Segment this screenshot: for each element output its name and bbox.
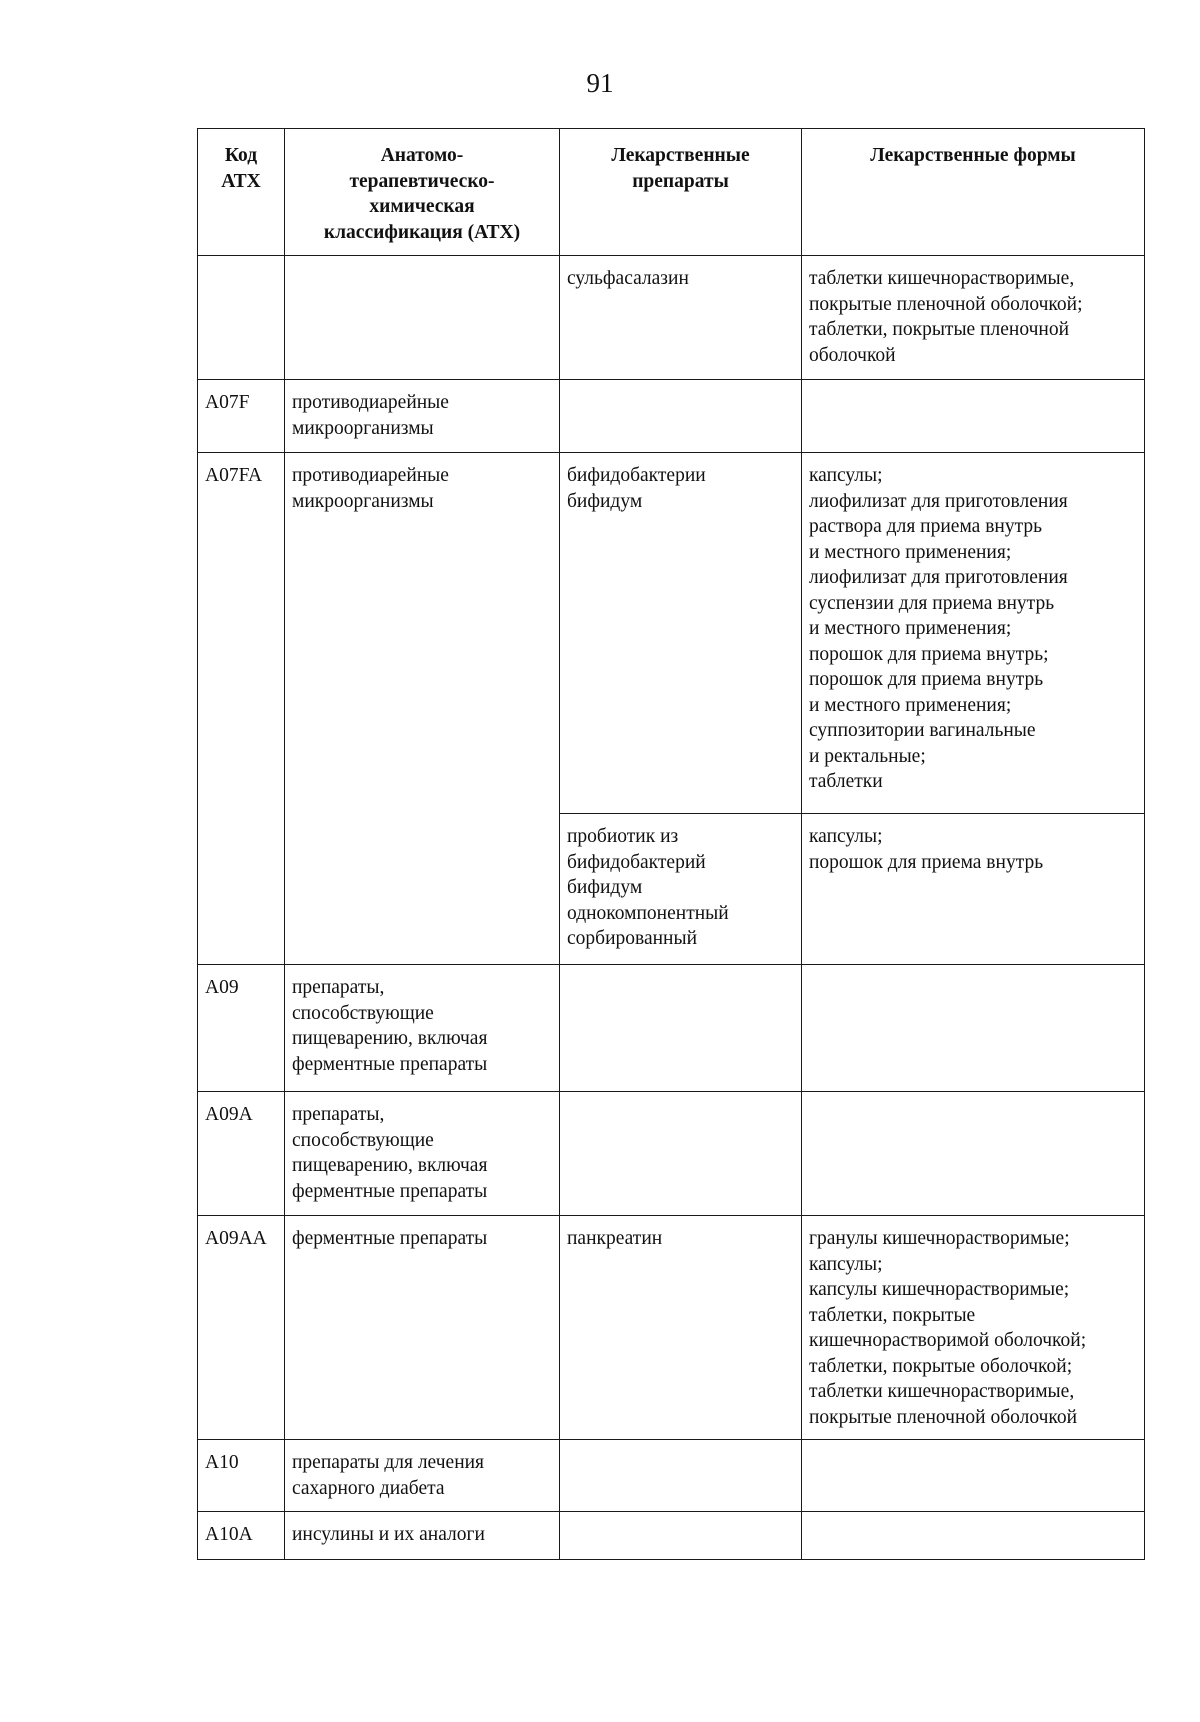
cell-classification: инсулины и их аналоги [285,1512,560,1560]
atc-drug-table [197,128,1145,1560]
header-classification: Анатомо- терапевтическо- химическая классификация (АТХ) [285,129,560,256]
table-row [198,1092,1145,1216]
page-number: 91 [586,68,614,98]
cell-drug: панкреатин [560,1216,802,1440]
table-header-row [198,129,1145,256]
cell-forms [802,965,1145,1092]
cell-forms [802,1512,1145,1560]
cell-forms [802,1092,1145,1216]
table-row [198,965,1145,1092]
cell-drug [560,965,802,1092]
table-row [198,256,1145,380]
table-row [198,1216,1145,1440]
cell-code: A09AA [198,1216,285,1440]
table-row [198,453,1145,814]
cell-classification: ферментные препараты [285,1216,560,1440]
cell-drug [560,1440,802,1512]
cell-classification: препараты, способствующие пищеварению, включая ферментные препараты [285,965,560,1092]
cell-drug: сульфасалазин [560,256,802,380]
cell-code: A10A [198,1512,285,1560]
header-code: Код АТХ [198,129,285,256]
cell-code: A09A [198,1092,285,1216]
cell-classification [285,256,560,380]
cell-forms: капсулы; порошок для приема внутрь [802,814,1145,965]
table-row [198,1440,1145,1512]
table-row [198,380,1145,453]
cell-classification: противодиарейные микроорганизмы [285,380,560,453]
cell-code: A07F [198,380,285,453]
cell-code [198,256,285,380]
cell-classification: препараты для лечения сахарного диабета [285,1440,560,1512]
cell-drug [560,1512,802,1560]
header-forms: Лекарственные формы [802,129,1145,256]
cell-drug: пробиотик из бифидобактерий бифидум однокомпонентный сорбированный [560,814,802,965]
cell-drug [560,1092,802,1216]
cell-forms: капсулы; лиофилизат для приготовления раствора для приема внутрь и местного применения; лиофилизат для приготовления суспензии для приема внутрь и местного применения; порошок для приема внутрь; порошок для приема внутрь и местного применения; суппозитории вагинальные и ректальные; таблетки [802,453,1145,814]
cell-forms: гранулы кишечнорастворимые; капсулы; капсулы кишечнорастворимые; таблетки, покрытые кишечнорастворимой оболочкой; таблетки, покрытые оболочкой; таблетки кишечнорастворимые, покрытые пленочной оболочкой [802,1216,1145,1440]
cell-forms [802,380,1145,453]
cell-code: A10 [198,1440,285,1512]
cell-classification: препараты, способствующие пищеварению, включая ферментные препараты [285,1092,560,1216]
cell-forms: таблетки кишечнорастворимые, покрытые пленочной оболочкой; таблетки, покрытые пленочной оболочкой [802,256,1145,380]
cell-drug: бифидобактерии бифидум [560,453,802,814]
cell-classification: противодиарейные микроорганизмы [285,453,560,965]
table-row [198,1512,1145,1560]
header-drugs: Лекарственные препараты [560,129,802,256]
cell-code: A07FA [198,453,285,965]
cell-code: A09 [198,965,285,1092]
cell-drug [560,380,802,453]
cell-forms [802,1440,1145,1512]
